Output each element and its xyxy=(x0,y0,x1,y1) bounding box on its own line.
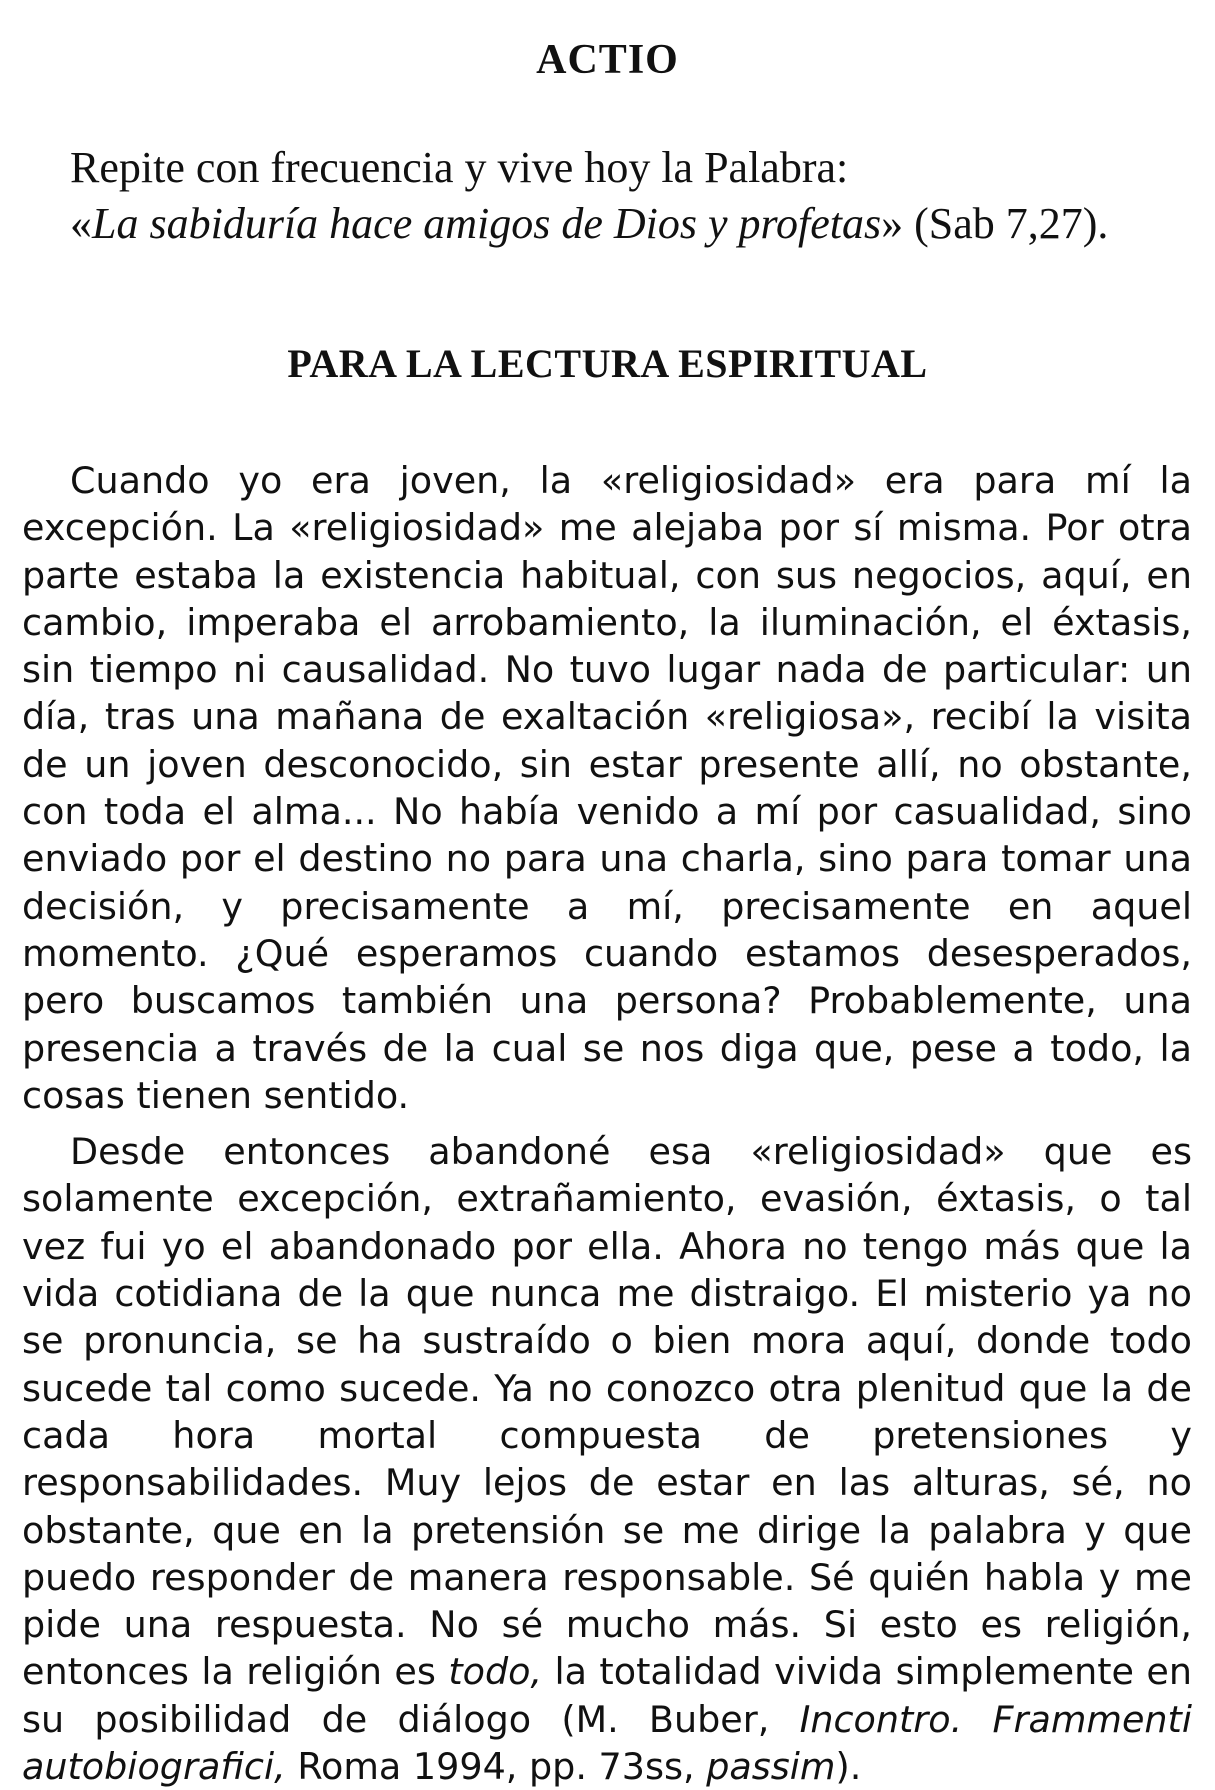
paragraph-2-text-b: la totalidad vivida simplemente en su posibilidad de diálogo (M. Buber, xyxy=(22,1650,1193,1741)
actio-quote-text: La sabiduría hace amigos de Dios y profetas xyxy=(92,199,882,248)
actio-reference: (Sab 7,27). xyxy=(903,199,1109,248)
quote-open-mark: « xyxy=(70,199,92,248)
lectura-body xyxy=(22,457,1192,1790)
actio-body xyxy=(70,140,1180,252)
lectura-paragraph-1: Cuando yo era joven, la «religiosidad» era para mí la excepción. La «religiosidad» me alejaba por sí misma. Por otra parte estaba la existencia habitual, con sus negocios, aquí, en cambio, imperaba el arrobamiento, la iluminación, el éxtasis, sin tiempo ni causalidad. No tuvo lugar nada de particular: un día, tras una mañana de exaltación «religiosa», recibí la visita de un joven desconocido, sin estar presente allí, no obstante, con toda el alma... No había venido a mí por casualidad, sino enviado por el destino no para una charla, sino para tomar una decisión, y precisamente a mí, precisamente en aquel momento. ¿Qué esperamos cuando estamos desesperados, pero buscamos también una persona? Probablemente, una presencia a través de la cual se nos diga que, pese a todo, la cosas tienen sentido. xyxy=(22,459,1192,1117)
emphasis-todo: todo, xyxy=(448,1650,543,1694)
citation-passim: passim xyxy=(706,1745,836,1789)
citation-close: ). xyxy=(835,1745,862,1789)
paragraph-2-text-a: Desde entonces abandoné esa «religiosidad» que es solamente excepción, extrañamiento, evasión, éxtasis, o tal vez fui yo el abandonado por ella. Ahora no tengo más que la vida cotidiana de la que nunca me distraigo. El misterio ya no se pronuncia, se ha sustraído o bien mora aquí, donde todo sucede tal como sucede. Ya no conozco otra plenitud que la de cada hora mortal compuesta de pretensiones y responsabilidades. Muy lejos de estar en las alturas, sé, no obstante, que en la pretensión se me dirige la palabra y que puedo responder de manera responsable. Sé quién habla y me pide una respuesta. No sé mucho más. Si esto es religión, entonces la religión es xyxy=(22,1130,1192,1694)
actio-quote-line xyxy=(70,196,1180,252)
lectura-paragraph-2 xyxy=(22,1128,1192,1790)
quote-close-mark: » xyxy=(881,199,904,248)
actio-heading: ACTIO xyxy=(536,37,679,83)
citation-work-title: Incontro. Frammenti autobiografici, xyxy=(22,1697,1193,1789)
actio-instruction: Repite con frecuencia y vive hoy la Palabra: xyxy=(70,143,849,192)
citation-details: Roma 1994, pp. 73ss, xyxy=(285,1745,707,1789)
lectura-heading: PARA LA LECTURA ESPIRITUAL xyxy=(287,341,928,386)
